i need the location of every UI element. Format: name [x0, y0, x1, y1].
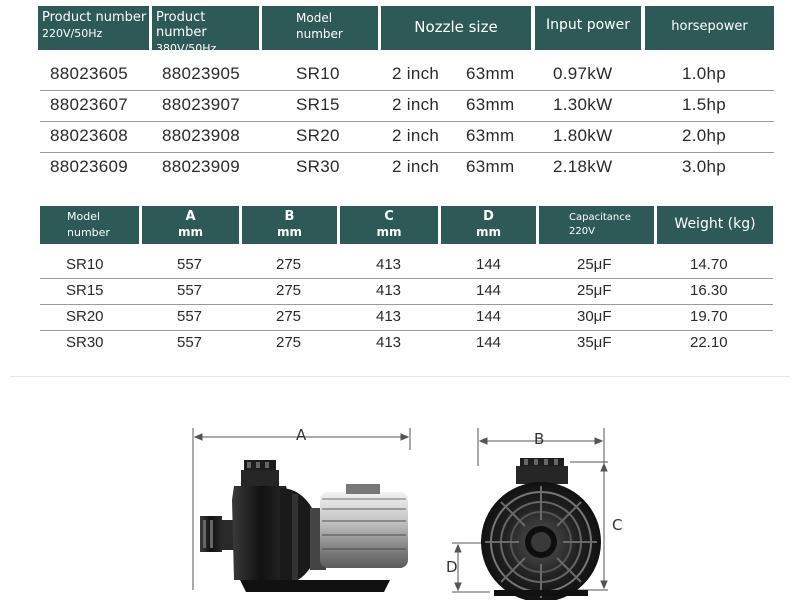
t2-cell-b: 275 [276, 256, 302, 273]
t2-cell-c: 413 [376, 256, 402, 273]
t1-header-nozzle-line1: Nozzle size [414, 18, 498, 36]
t1-cell-hp: 1.5hp [682, 95, 727, 114]
t2-cell-weight: 16.30 [690, 282, 728, 299]
t1-header-pn220-line1: Product number [42, 10, 147, 25]
t1-cell-inch: 2 inch [392, 126, 440, 145]
t2-cell-cap: 25μF [577, 282, 612, 299]
t2-cell-b: 275 [276, 308, 302, 325]
t1-cell-hp: 2.0hp [682, 126, 727, 145]
t2-cell-weight: 19.70 [690, 308, 728, 325]
t1-header-pn220-line2: 220V/50Hz [42, 27, 103, 40]
t1-cell-inch: 2 inch [392, 95, 440, 114]
t2-cell-model: SR15 [66, 282, 104, 299]
t1-cell-pn380: 88023909 [162, 157, 241, 176]
dimension-c-label: C [612, 516, 623, 534]
t2-header-c-line1: C [384, 209, 394, 224]
t2-header-weight-line1: Weight (kg) [674, 216, 756, 232]
t2-cell-c: 413 [376, 282, 402, 299]
t2-cell-b: 275 [276, 282, 302, 299]
t2-cell-d: 144 [476, 256, 502, 273]
dimension-a-label: A [296, 426, 307, 444]
t1-cell-model: SR10 [296, 64, 340, 83]
t2-cell-d: 144 [476, 308, 502, 325]
t2-header-a-line1: A [185, 209, 196, 224]
t1-cell-pn380: 88023908 [162, 126, 241, 145]
t2-header-d-line1: D [483, 209, 494, 224]
pump-side-view [193, 426, 410, 592]
t2-cell-a: 557 [177, 308, 203, 325]
t2-cell-b: 275 [276, 334, 302, 351]
t2-cell-cap: 35μF [577, 334, 612, 351]
t2-cell-cap: 30μF [577, 308, 612, 325]
t1-cell-inch: 2 inch [392, 157, 440, 176]
t2-cell-d: 144 [476, 282, 502, 299]
t2-cell-cap: 25μF [577, 256, 612, 273]
t1-cell-pn220: 88023605 [50, 64, 129, 83]
t1-cell-mm: 63mm [466, 64, 515, 83]
t1-cell-inch: 2 inch [392, 64, 440, 83]
t1-cell-pn220: 88023607 [50, 95, 129, 114]
t2-header-b-line2: mm [276, 225, 302, 239]
t1-header-pn380-line2: 380V/50Hz [156, 42, 217, 55]
t2-cell-a: 557 [177, 334, 203, 351]
t2-cell-a: 557 [177, 282, 203, 299]
t1-cell-pn380: 88023905 [162, 64, 241, 83]
t1-header-model-line2: number [296, 27, 343, 41]
t2-cell-c: 413 [376, 334, 402, 351]
pump-front-view [446, 428, 622, 600]
t2-cell-d: 144 [476, 334, 502, 351]
t2-cell-c: 413 [376, 308, 402, 325]
t1-cell-pn380: 88023907 [162, 95, 241, 114]
t2-header-a-line2: mm [177, 225, 203, 239]
t1-cell-model: SR15 [296, 95, 340, 114]
t1-header-model-line1: Model [296, 11, 333, 25]
t1-cell-power: 0.97kW [553, 64, 613, 83]
t1-cell-pn220: 88023609 [50, 157, 129, 176]
t2-header-model-line1: Model [67, 210, 101, 223]
t1-cell-model: SR30 [296, 157, 340, 176]
t1-cell-power: 2.18kW [553, 157, 613, 176]
t1-header-pn380-line1: Product number [156, 10, 207, 40]
t1-cell-power: 1.80kW [553, 126, 613, 145]
t2-cell-model: SR10 [66, 256, 104, 273]
t1-cell-power: 1.30kW [553, 95, 613, 114]
t1-cell-hp: 3.0hp [682, 157, 727, 176]
t1-cell-hp: 1.0hp [682, 64, 727, 83]
t1-cell-mm: 63mm [466, 126, 515, 145]
t2-header-d-line2: mm [475, 225, 501, 239]
t2-cell-model: SR20 [66, 308, 104, 325]
t2-cell-weight: 22.10 [690, 334, 728, 351]
t2-header-c-line2: mm [376, 225, 402, 239]
t2-header-cap-line1: Capacitance [569, 212, 631, 223]
t1-cell-model: SR20 [296, 126, 340, 145]
t2-header-cap-line2: 220V [569, 226, 595, 237]
t2-header-b-line1: B [284, 209, 295, 224]
t2-cell-weight: 14.70 [690, 256, 728, 273]
dimension-d-label: D [446, 558, 458, 576]
t2-cell-model: SR30 [66, 334, 104, 351]
t2-header-model-line2: number [67, 226, 110, 239]
t1-header-hp-line1: horsepower [671, 19, 748, 34]
dimension-b-label: B [534, 430, 545, 448]
t1-cell-mm: 63mm [466, 95, 515, 114]
t1-header-power-line1: Input power [546, 17, 630, 33]
t2-cell-a: 557 [177, 256, 203, 273]
t1-cell-pn220: 88023608 [50, 126, 129, 145]
t1-cell-mm: 63mm [466, 157, 515, 176]
